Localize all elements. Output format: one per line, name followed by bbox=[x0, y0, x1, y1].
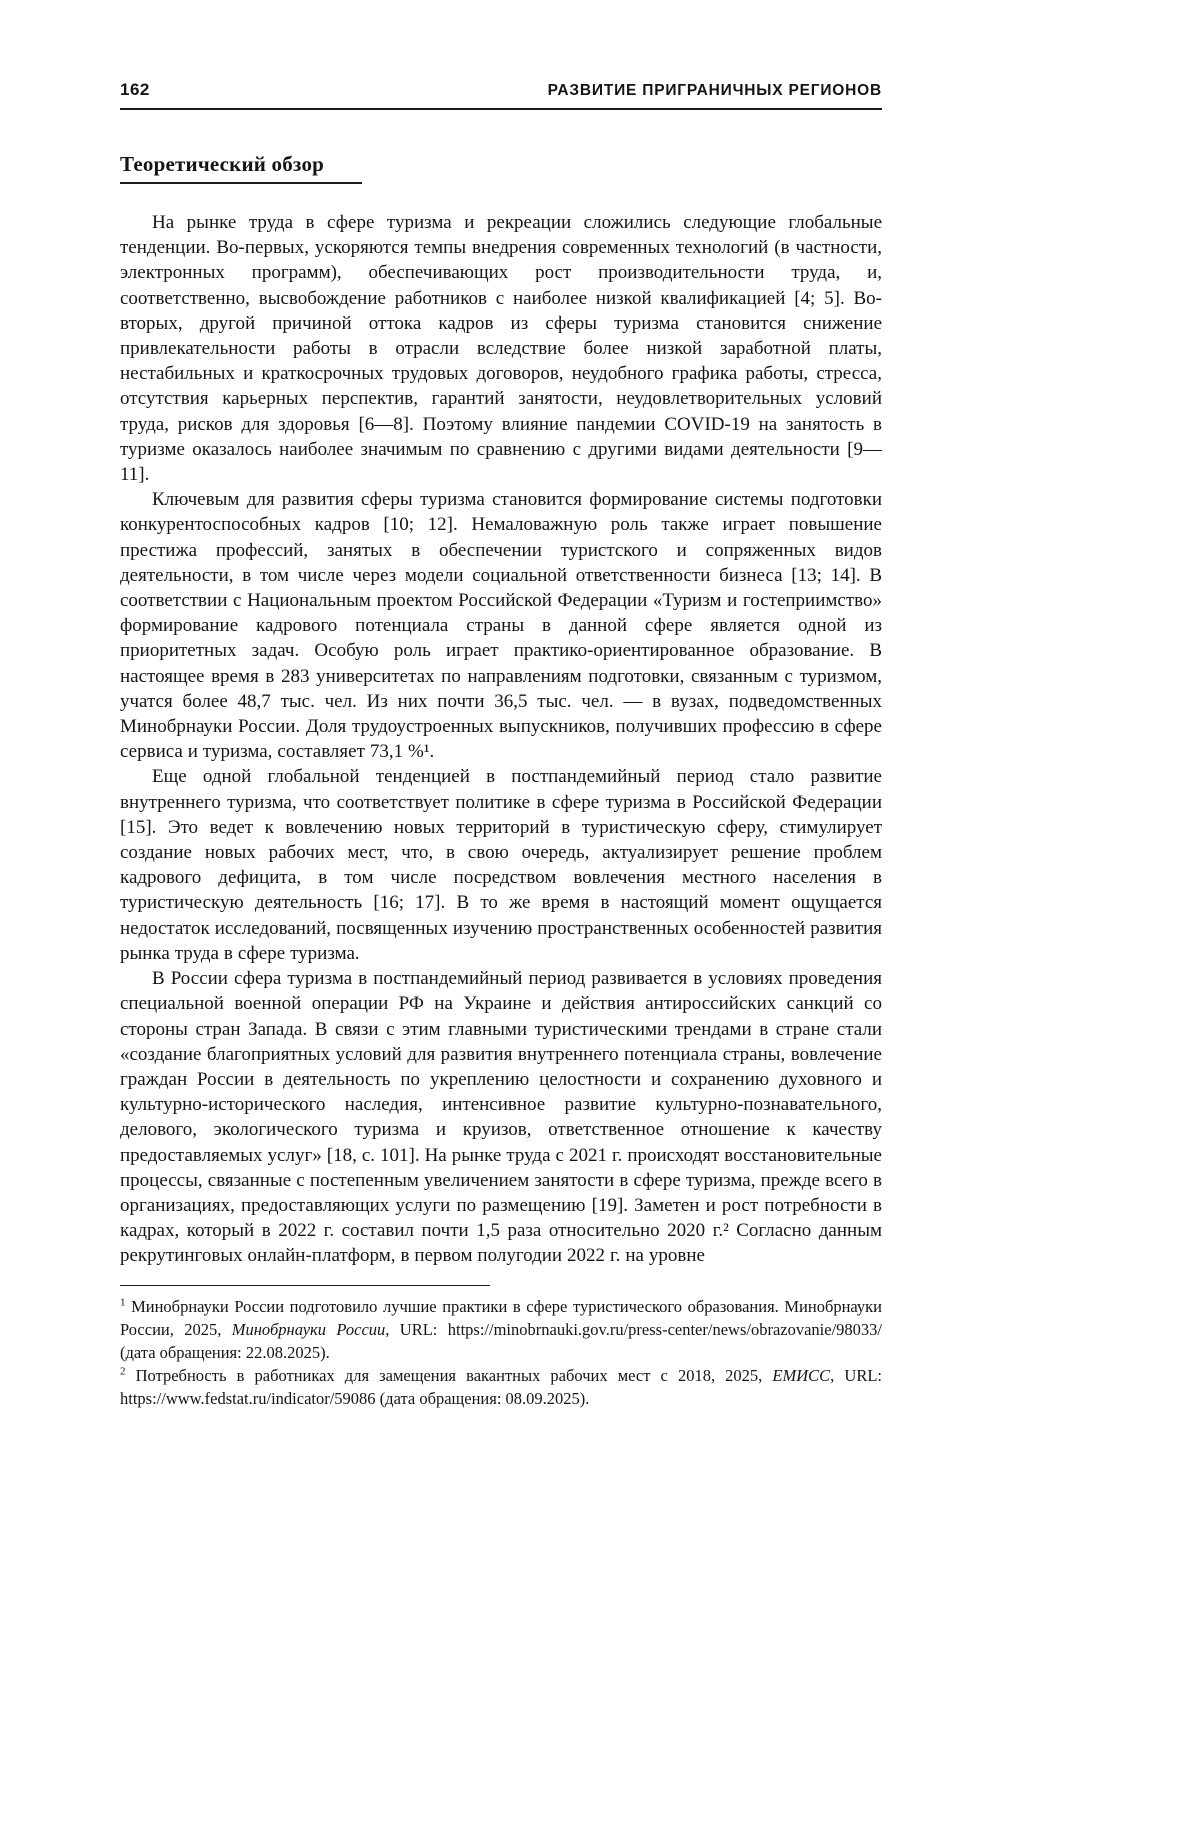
page-body bbox=[120, 152, 882, 1410]
footnote-1 bbox=[120, 1295, 882, 1364]
footnote-list bbox=[120, 1295, 882, 1410]
paragraph-1: На рынке труда в сфере туризма и рекреации сложились следующие глобальные тенденции. Во-первых, ускоряются темпы внедрения современных технологий (в частности, электронных программ), обеспечивающих рост производительности труда, и, соответственно, высвобождение работников с наиболее низкой квалификацией [4; 5]. Во-вторых, другой причиной оттока кадров из сферы туризма становится снижение привлекательности работы в отрасли вследствие более низкой заработной платы, нестабильных и краткосрочных трудовых договоров, неудобного графика работы, стресса, отсутствия карьерных перспектив, гарантий занятости, неудовлетворительных условий труда, рисков для здоровья [6—8]. Поэтому влияние пандемии COVID-19 на занятость в туризме оказалось наиболее значимым по сравнению с другими видами деятельности [9—11]. bbox=[120, 212, 882, 486]
footnotes-section bbox=[120, 1285, 882, 1410]
footnote-text: , URL: https://www.fedstat.ru/indicator/59086 (дата обращения: 08.09.2025). bbox=[120, 1365, 882, 1408]
body-text bbox=[120, 210, 882, 1269]
footnote-source-name: ЕМИСС bbox=[772, 1365, 831, 1385]
paragraph-2: Ключевым для развития сферы туризма становится формирование системы подготовки конкурентоспособных кадров [10; 12]. Немаловажную роль также играет повышение престижа профессий, занятых в обеспечении туристского и сопряженных видов деятельности, в том числе через модели социальной ответственности бизнеса [13; 14]. В соответствии с Национальным проектом Российской Федерации «Туризм и гостеприимство» формирование кадрового потенциала страны в данной сфере является одной из приоритетных задач. Особую роль играет практико-ориентированное образование. В настоящее время в 283 университетах по направлениям подготовки, связанным с туризмом, учатся более 48,7 тыс. чел. Из них почти 36,5 тыс. чел. — в вузах, подведомственных Минобрнауки России. Доля трудоустроенных выпускников, получивших профессию в сфере сервиса и туризма, составляет 73,1 %¹. bbox=[120, 489, 882, 763]
footnote-marker: 1 bbox=[120, 1296, 126, 1309]
page-header bbox=[120, 80, 882, 110]
paragraph-3: Еще одной глобальной тенденцией в постпандемийный период стало развитие внутреннего туризма, что соответствует политике в сфере туризма в Российской Федерации [15]. Это ведет к вовлечению новых территорий в туристическую сферу, стимулирует создание новых рабочих мест, что, в свою очередь, актуализирует решение проблем кадрового дефицита, в том числе посредством вовлечения местного населения в туристическую деятельность [16; 17]. В то же время в настоящий момент ощущается недостаток исследований, посвященных изучению пространственных особенностей развития рынка труда в сфере туризма. bbox=[120, 766, 882, 964]
footnote-marker: 2 bbox=[120, 1365, 126, 1378]
footnote-text: Минобрнауки России подготовило лучшие практики в сфере туристического образования. Минобрнауки России, 2025, bbox=[120, 1296, 883, 1339]
footnote-text: , URL: https://minobrnauki.gov.ru/press-center/news/obrazovanie/98033/ (дата обращения: 22.08.2025). bbox=[120, 1319, 882, 1362]
footnote-separator bbox=[120, 1285, 490, 1286]
footnote-source-name: Минобрнауки России bbox=[231, 1319, 386, 1339]
page-number: 162 bbox=[120, 80, 150, 99]
footnote-2 bbox=[120, 1364, 882, 1410]
footnote-text: Потребность в работниках для замещения вакантных рабочих мест с 2018, 2025, bbox=[135, 1365, 773, 1385]
paragraph-4: В России сфера туризма в постпандемийный период развивается в условиях проведения специальной военной операции РФ на Украине и действия антироссийских санкций со стороны стран Запада. В связи с этим главными туристическими трендами в стране стали «создание благоприятных условий для развития внутреннего потенциала страны, вовлечение граждан России в деятельность по укреплению целостности и сохранению духовного и культурно-исторического наследия, интенсивное развитие культурно-познавательного, делового, экологического туризма и круизов, ответственное отношение к качеству предоставляемых услуг» [18, с. 101]. На рынке труда с 2021 г. происходят восстановительные процессы, связанные с постепенным увеличением занятости в сфере туризма, прежде всего в организациях, предоставляющих услуги по размещению [19]. Заметен и рост потребности в кадрах, который в 2022 г. составил почти 1,5 раза относительно 2020 г.² Согласно данным рекрутинговых онлайн-платформ, в первом полугодии 2022 г. на уровне bbox=[120, 968, 882, 1267]
section-heading-text: Теоретический обзор bbox=[120, 152, 362, 184]
running-title: РАЗВИТИЕ ПРИГРАНИЧНЫХ РЕГИОНОВ bbox=[547, 82, 882, 99]
section-heading bbox=[120, 152, 882, 184]
